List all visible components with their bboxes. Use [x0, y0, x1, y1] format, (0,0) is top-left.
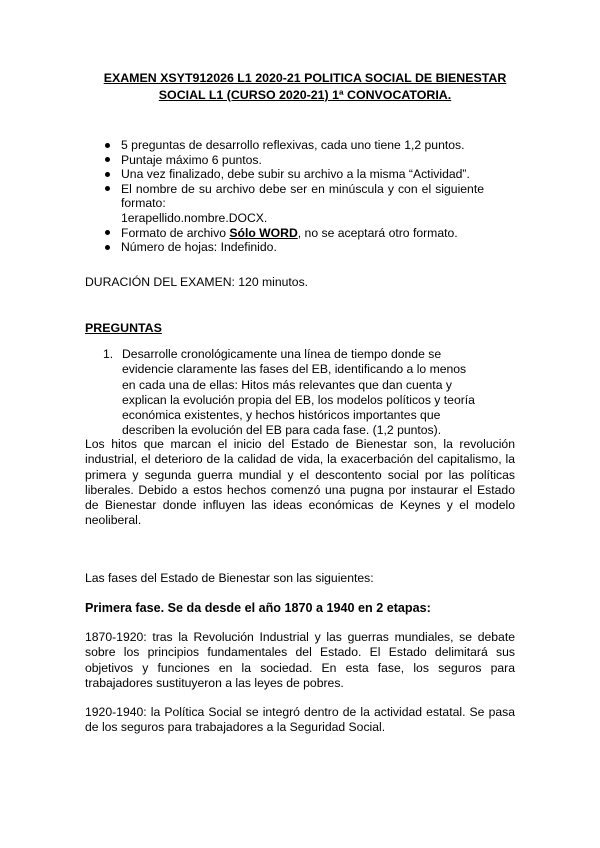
word-only-emphasis: Sólo WORD: [229, 225, 298, 240]
instruction-item: [104, 153, 484, 168]
question-item: [103, 347, 483, 439]
instruction-item: [104, 226, 484, 241]
questions-heading: PREGUNTAS: [85, 321, 162, 335]
answer-paragraph-intro: Los hitos que marcan el inicio del Estado de Bienestar son, la revolución industrial, el deterioro de la calidad de vida, la exacerbación del capitalismo, la primera y segunda guerra mundial y el descontento social por las políticas liberales. Debido a estos hechos comenzó una pugna por instaurar el Estado de Bienestar donde influyen las ideas económicas de Keynes y el modelo neoliberal.: [85, 437, 515, 528]
instruction-text: Formato de archivo: [121, 225, 230, 240]
question-number: 1.: [103, 347, 114, 361]
filename-example: 1erapellido.nombre.DOCX.: [121, 210, 268, 225]
answer-paragraph-phases: Las fases del Estado de Bienestar son las siguientes:: [85, 571, 374, 585]
instruction-item: [104, 167, 484, 182]
phase1-heading: Primera fase. Se da desde el año 1870 a 1940 en 2 etapas:: [85, 601, 431, 615]
instructions-list: [104, 138, 484, 255]
instruction-text: 5 preguntas de desarrollo reflexivas, cada uno tiene 1,2 puntos.: [121, 138, 465, 152]
instruction-item: [104, 138, 484, 153]
exam-title: [70, 70, 540, 104]
instruction-item: [104, 240, 484, 255]
phase1-stage2: 1920-1940: la Política Social se integró dentro de la actividad estatal. Se pasa de los seguros para trabajadores a la Seguridad Social.: [85, 705, 515, 735]
instruction-text: Número de hojas: Indefinido.: [121, 240, 277, 255]
phase1-stage1: 1870-1920: tras la Revolución Industrial y las guerras mundiales, se debate sobre los principios fundamentales del Estado. El Estado delimitará sus objetivos y funciones en la sociedad. En esta fase, los seguros para trabajadores sustituyeron a las leyes de pobres.: [85, 630, 515, 690]
instruction-item: [104, 182, 484, 226]
instruction-text: Una vez finalizado, debe subir su archivo a la misma “Actividad”.: [121, 167, 470, 182]
instruction-text: , no se aceptará otro formato.: [297, 225, 458, 240]
exam-duration: DURACIÓN DEL EXAMEN: 120 minutos.: [85, 275, 309, 289]
questions-list: [103, 347, 483, 439]
exam-title-line2: SOCIAL L1 (CURSO 2020-21) 1ª CONVOCATORIA.: [158, 88, 452, 102]
question-text: Desarrolle cronológicamente una línea de tiempo donde se evidencie claramente las fases del EB, identificando a lo menos en cada una de ellas: Hitos más relevantes que dan cuenta y explican la evolución propia del EB, los modelos políticos y teoría económica existentes, y hechos históricos importantes que describen la evolución del EB para cada fase. (1,2 puntos).: [122, 347, 475, 438]
instruction-text: El nombre de su archivo debe ser en minúscula y con el siguiente formato:: [121, 181, 484, 211]
instruction-text: Puntaje máximo 6 puntos.: [121, 152, 262, 167]
exam-title-line1: EXAMEN XSYT912026 L1 2020-21 POLITICA SOCIAL DE BIENESTAR: [103, 71, 507, 85]
